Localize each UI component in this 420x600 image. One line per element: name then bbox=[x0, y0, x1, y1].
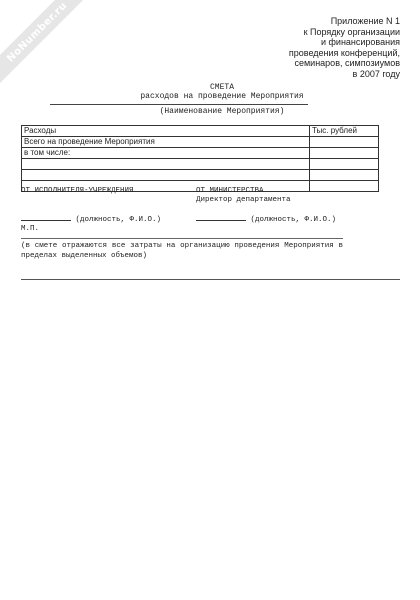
table-row bbox=[22, 148, 379, 159]
appendix-header bbox=[200, 16, 400, 79]
event-name-caption: (Наименование Мероприятия) bbox=[159, 107, 285, 116]
watermark-band bbox=[0, 0, 90, 90]
table-cell bbox=[22, 170, 310, 181]
table-row bbox=[22, 137, 379, 148]
ministry-position: Директор департамента bbox=[196, 196, 291, 204]
bottom-divider bbox=[21, 279, 400, 280]
appendix-line: семинаров, симпозиумов bbox=[294, 58, 400, 68]
table-header-row bbox=[22, 126, 379, 137]
table-cell bbox=[310, 170, 379, 181]
ministry-signature bbox=[196, 214, 336, 226]
appendix-line: и финансирования bbox=[320, 37, 400, 47]
note-separator bbox=[21, 238, 343, 239]
table-cell: Всего на проведение Мероприятия bbox=[22, 137, 310, 148]
title-line-1: СМЕТА bbox=[209, 83, 234, 92]
table-cell bbox=[310, 181, 379, 192]
executor-signature-caption: (должность, Ф.И.О.) bbox=[75, 216, 162, 224]
stamp-place: М.П. bbox=[21, 225, 40, 233]
appendix-line: Приложение N 1 bbox=[330, 16, 400, 26]
event-name-line bbox=[50, 104, 308, 105]
signature-blank bbox=[21, 214, 71, 221]
table-cell bbox=[310, 137, 379, 148]
header-cell-expenses: Расходы bbox=[22, 126, 310, 137]
signature-blank bbox=[196, 214, 246, 221]
appendix-line: в 2007 году bbox=[352, 68, 400, 79]
table-row bbox=[22, 159, 379, 170]
watermark bbox=[0, 0, 90, 90]
ministry-signature-caption: (должность, Ф.И.О.) bbox=[250, 216, 337, 224]
note-text: (в смете отражаются все затраты на организацию проведения Мероприятия в пределах выделенных объемов) bbox=[21, 242, 343, 260]
watermark-text: NoNumber.ru bbox=[4, 0, 70, 65]
executor-heading: ОТ ИСПОЛНИТЕЛЯ-УЧРЕЖДЕНИЯ bbox=[21, 187, 134, 195]
ministry-heading: ОТ МИНИСТЕРСТВА bbox=[196, 187, 264, 195]
table-row bbox=[22, 170, 379, 181]
table-cell: в том числе: bbox=[22, 148, 310, 159]
table-cell bbox=[22, 159, 310, 170]
title-line-2: расходов на проведение Мероприятия bbox=[140, 92, 304, 101]
appendix-line: проведения конференций, bbox=[288, 47, 400, 58]
budget-table bbox=[21, 125, 379, 192]
table-cell bbox=[310, 159, 379, 170]
appendix-line: к Порядку организации bbox=[303, 26, 400, 37]
executor-signature bbox=[21, 214, 161, 226]
header-cell-amount: Тыс. рублей bbox=[310, 126, 379, 137]
table-cell bbox=[310, 148, 379, 159]
document-title bbox=[0, 83, 420, 101]
